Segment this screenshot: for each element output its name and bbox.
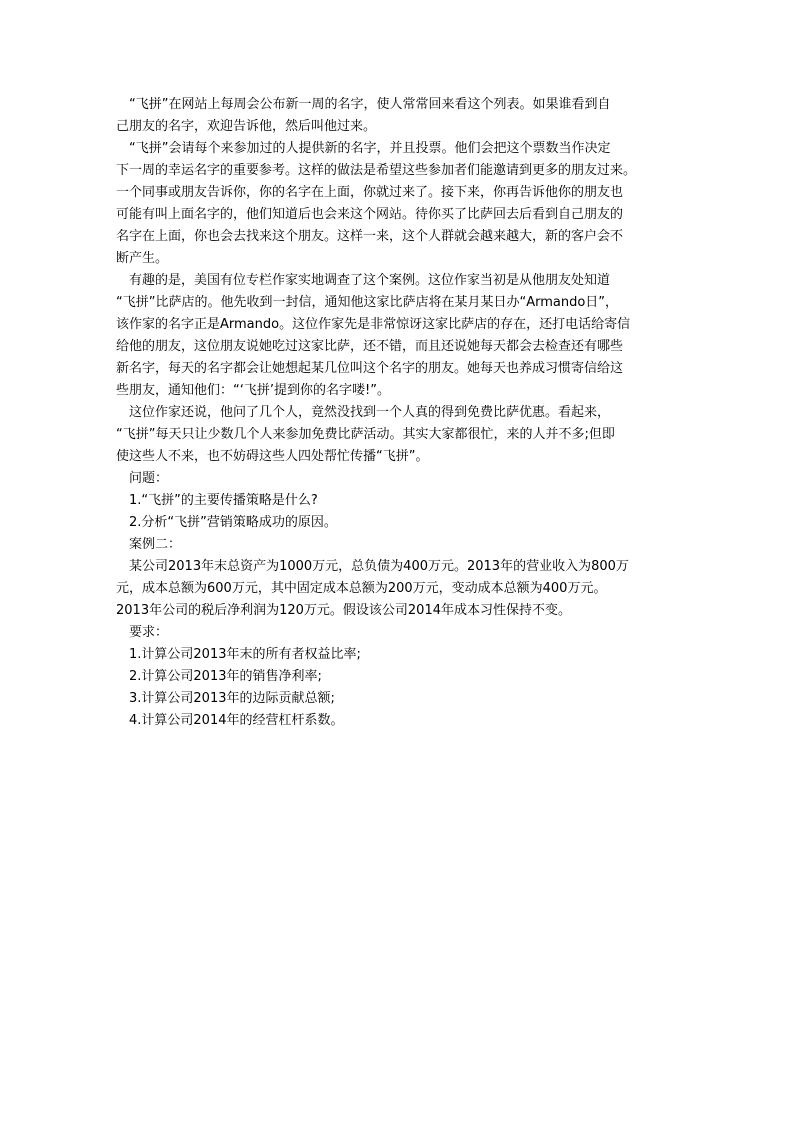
paragraph-line: 些朋友，通知他们：“‘飞拼’提到你的名字喽!”。 — [116, 383, 390, 398]
requirements-heading: 要求： — [116, 625, 169, 640]
questions-heading: 问题： — [116, 471, 169, 486]
paragraph-line: 这位作家还说，他问了几个人，竟然没找到一个人真的得到免费比萨优惠。看起来， — [116, 405, 611, 420]
paragraph-line: 某公司2013年末总资产为1000万元，总负债为400万元。2013年的营业收入为800万 — [116, 559, 629, 574]
paragraph-line: 2013年公司的税后净利润为120万元。假设该公司2014年成本习性保持不变。 — [116, 603, 571, 618]
requirement-item: 1.计算公司2013年末的所有者权益比率; — [116, 647, 361, 662]
paragraph-line: 断产生。 — [116, 251, 169, 266]
case-two-heading: 案例二： — [116, 537, 182, 552]
paragraph-line: “飞拼”会请每个来参加过的人提供新的名字，并且投票。他们会把这个票数当作决定 — [116, 141, 611, 156]
paragraph-line: 使这些人不来，也不妨碍这些人四处帮忙传播“飞拼”。 — [116, 449, 429, 464]
requirement-item: 4.计算公司2014年的经营杠杆系数。 — [116, 713, 344, 728]
paragraph-line: 给他的朋友，这位朋友说她吃过这家比萨，还不错，而且还说她每天都会去检查还有哪些 — [116, 339, 624, 354]
requirement-item: 2.计算公司2013年的销售净利率; — [116, 669, 322, 684]
paragraph-line: 可能有叫上面名字的，他们知道后也会来这个网站。待你买了比萨回去后看到自己朋友的 — [116, 207, 624, 222]
requirement-item: 3.计算公司2013年的边际贡献总额; — [116, 691, 335, 706]
paragraph-line: “飞拼”在网站上每周会公布新一周的名字，使人常常回来看这个列表。如果谁看到自 — [116, 97, 611, 112]
paragraph-line: “飞拼”每天只让少数几个人来参加免费比萨活动。其实大家都很忙，来的人并不多;但即 — [116, 427, 615, 442]
paragraph-line: 该作家的名字正是Armando。这位作家先是非常惊讶这家比萨店的存在，还打电话给寄信 — [116, 317, 631, 332]
paragraph-line: 下一周的幸运名字的重要参考。这样的做法是希望这些参加者们能邀请到更多的朋友过来。 — [116, 163, 637, 178]
paragraph-line: 一个同事或朋友告诉你，你的名字在上面，你就过来了。接下来，你再告诉他你的朋友也 — [116, 185, 624, 200]
question-item: 1.“飞拼”的主要传播策略是什么? — [116, 493, 318, 508]
paragraph-line: 元，成本总额为600万元，其中固定成本总额为200万元，变动成本总额为400万元。 — [116, 581, 607, 596]
paragraph-line: “飞拼”比萨店的。他先收到一封信，通知他这家比萨店将在某月某日办“Armando日”， — [116, 295, 619, 310]
document-body — [116, 94, 676, 732]
paragraph-line: 有趣的是，美国有位专栏作家实地调查了这个案例。这位作家当初是从他朋友处知道 — [116, 273, 611, 288]
paragraph-line: 新名字，每天的名字都会让她想起某几位叫这个名字的朋友。她每天也养成习惯寄信给这 — [116, 361, 624, 376]
paragraph-line: 名字在上面，你也会去找来这个朋友。这样一来，这个人群就会越来越大，新的客户会不 — [116, 229, 624, 244]
paragraph-line: 己朋友的名字，欢迎告诉他，然后叫他过来。 — [116, 119, 377, 134]
question-item: 2.分析“飞拼”营销策略成功的原因。 — [116, 515, 337, 530]
